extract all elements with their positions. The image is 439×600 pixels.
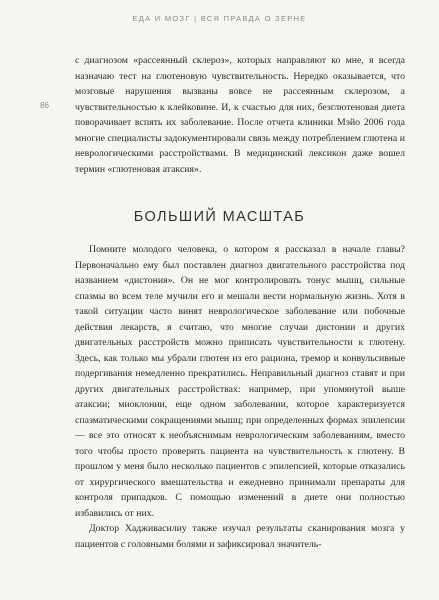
running-header: ЕДА И МОЗГ | ВСЯ ПРАВДА О ЗЕРНЕ: [132, 14, 307, 23]
body-paragraph-2: Доктор Хадживасилиу также изучал результаты сканирования мозга у пациентов с головными болями и зафиксировал значитель-: [75, 523, 405, 550]
section-heading: БОЛЬШИЙ МАСШТАБ: [133, 209, 306, 225]
main-text-block: [75, 242, 405, 552]
top-paragraph: с диагнозом «рассеянный склероз», которых направляют ко мне, я всегда назначаю тест на глютеновую чувствительность. Нередко оказывается, что мозговые нарушения вызваны вовсе не рассеянным склерозом, а чувствительностью к клейковине. И, к счастью для них, безглютеновая диета поворачивает вспять их заболевание. После отчета клиники Мэйо 2006 года многие специалисты задокументировали связь между потреблением глютена и неврологическими расстройствами. В медицинский лексикон даже вошел термин «глютеновая атаксия».: [75, 55, 405, 175]
body-paragraph-1: Помните молодого человека, о котором я рассказал в начале главы? Первоначально ему был поставлен диагноз двигательного расстройства под названием «дистония». Он не мог контролировать тонус мышц, сильные спазмы во всем теле мучили его и мешали вести нормальную жизнь. Хотя в такой ситуации часто винят неврологическое заболевание или побочные действия лекарств, я считаю, что многие случаи дистонии и других двигательных расстройств можно приписать чувствительности к глютену. Здесь, как только мы убрали глютен из его рациона, тремор и конвульсивные подергивания немедленно прекратились. Неправильный диагноз ставят и при других двигательных расстройствах: например, при упомянутой выше атаксии; миоклонии, еще одном заболевании, которое характеризуется спазматическими сокращениями мышц; при определенных формах эпилепсии — все это относят к необъяснимым неврологическим заболеваниям, вместо того чтобы просто проверить пациента на чувствительность к глютену. В прошлом у меня было несколько пациентов с эпилепсией, которые отказались от хирургического вмешательства и ежедневно принимали препараты для контроля припадков. С помощью изменений в диете они полностью избавились от них.: [75, 244, 405, 519]
top-text-block: [75, 53, 405, 177]
page-number: 86: [40, 101, 49, 110]
